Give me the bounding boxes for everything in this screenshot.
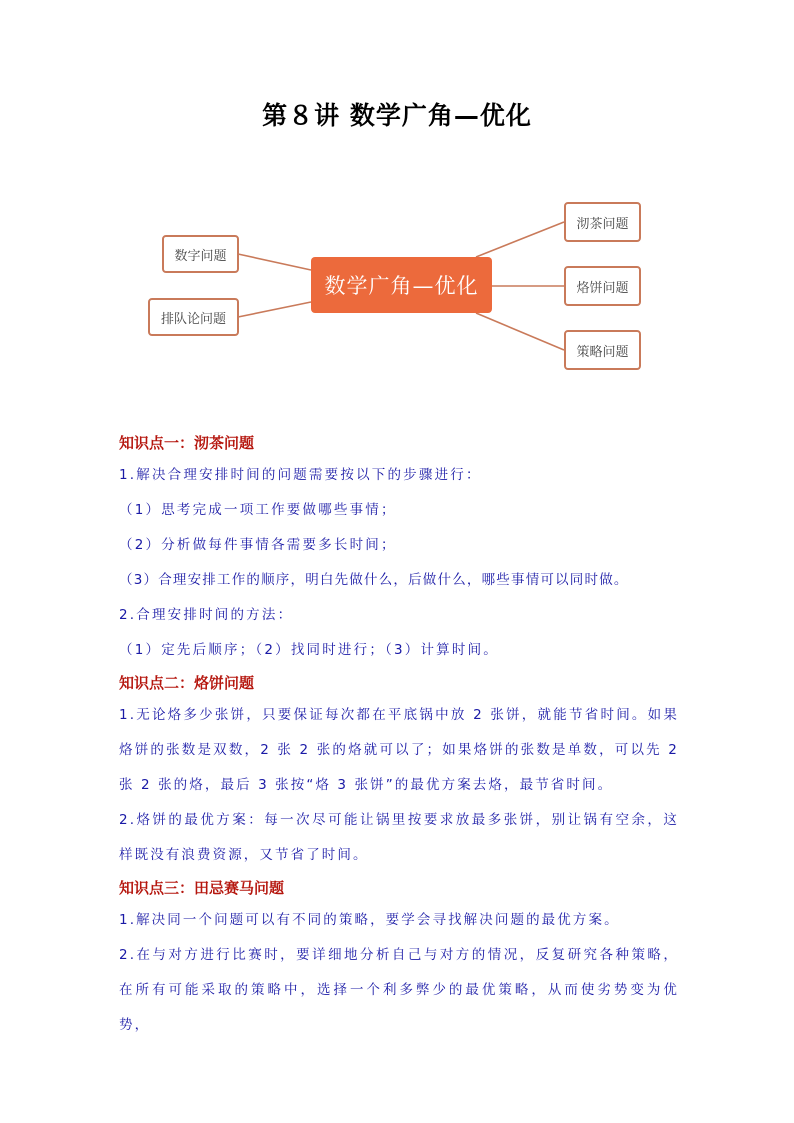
node-laobing: 烙饼问题 [564,266,641,306]
section-heading-1: 知识点一：沏茶问题 [119,434,255,452]
connector-qicha [476,222,564,257]
section3-para-1: 1.解决同一个问题可以有不同的策略，要学会寻找解决问题的最优方案。 [119,912,620,928]
section2-para-2: 2.烙饼的最优方案：每一次尽可能让锅里按要求放最多张饼，别让锅有空余，这样既没有浪费资源，又节省了时间。 [119,812,679,863]
section1-line-2: （1）思考完成一项工作要做哪些事情； [119,502,397,518]
section1-line-6: （1）定先后顺序；（2）找同时进行；（3）计算时间。 [119,642,499,658]
node-paidui: 排队论问题 [148,298,239,336]
section1-line-5: 2.合理安排时间的方法： [119,607,294,623]
node-celue: 策略问题 [564,330,641,370]
section1-line-3: （2）分析做每件事情各需要多长时间； [119,537,397,553]
section3-para-2: 2.在与对方进行比赛时，要详细地分析自己与对方的情况，反复研究各种策略，在所有可能采取的策略中，选择一个利多弊少的最优策略，从而使劣势变为优势， [119,947,679,1033]
section-heading-3: 知识点三：田忌赛马问题 [119,879,285,897]
mind-map-center: 数学广角—优化 [311,257,492,313]
node-qicha: 沏茶问题 [564,202,641,242]
section2-para-1: 1.无论烙多少张饼，只要保证每次都在平底锅中放 2 张饼，就能节省时间。如果烙饼的张数是双数，2 张 2 张的烙就可以了；如果烙饼的张数是单数，可以先 2 张 2 张的烙，最后 3 张按“烙 3 张饼”的最优方案去烙，最节省时间。 [119,707,679,793]
section1-line-4: （3）合理安排工作的顺序，明白先做什么，后做什么，哪些事情可以同时做。 [119,572,629,588]
mind-map [0,190,794,390]
section1-line-1: 1.解决合理安排时间的问题需要按以下的步骤进行： [119,467,482,483]
node-shuzi: 数字问题 [162,235,239,273]
content [119,428,679,1043]
page-title: 第８讲 数学广角—优化 [262,101,532,130]
connector-celue [476,313,564,350]
connector-shuzi [238,254,311,270]
section-heading-2: 知识点二：烙饼问题 [119,674,255,692]
connector-paidui [238,302,311,317]
